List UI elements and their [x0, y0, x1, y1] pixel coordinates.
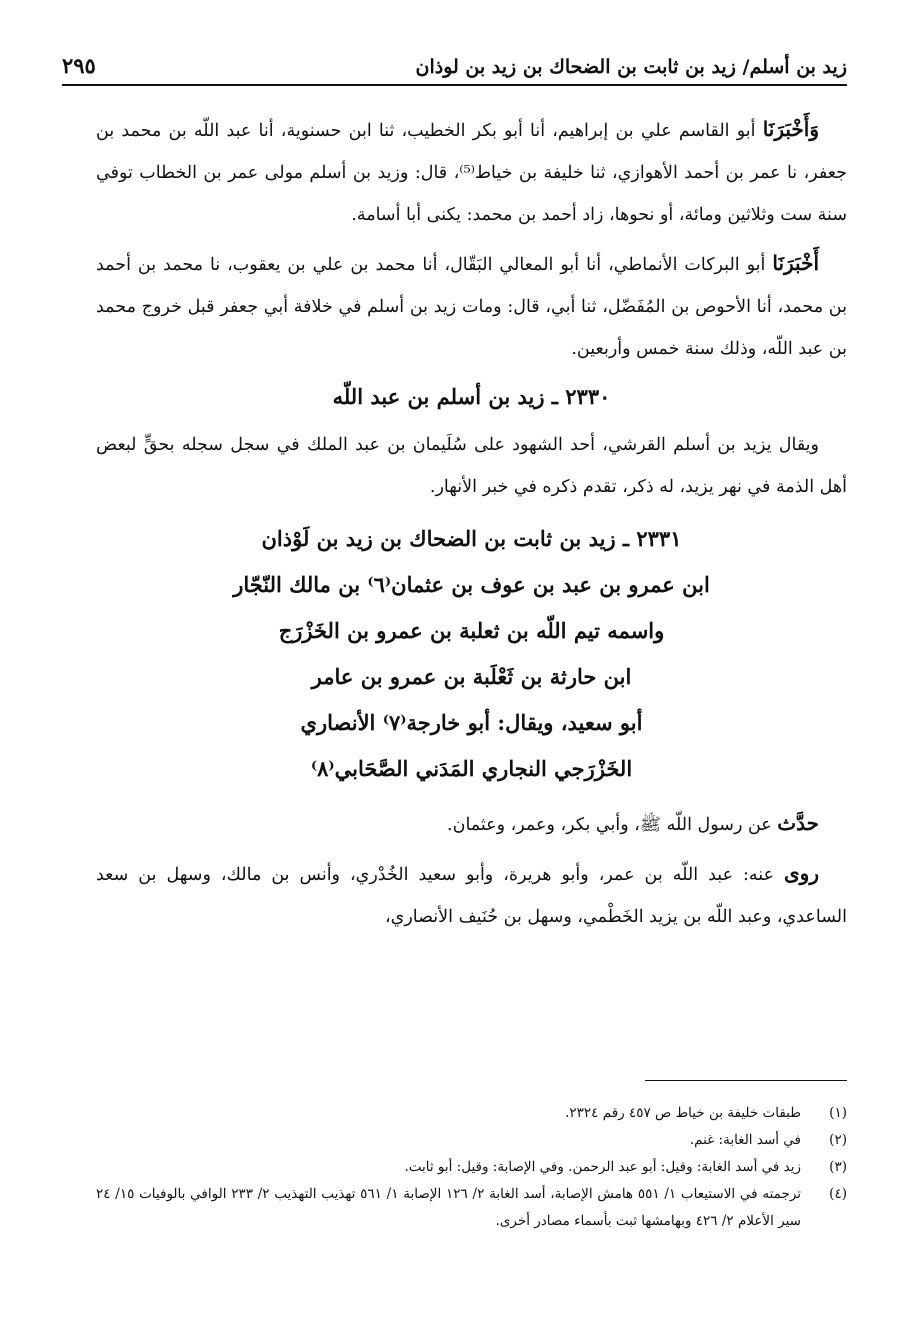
paragraph-2-text: أبو البركات الأنماطي، أنا أبو المعالي البَقّال، أنا محمد بن علي بن يعقوب، نا محمد بن أحمد بن محمد، أنا الأحوص بن المُفَضّل، ثنا أبي، قال: ومات زيد بن أسلم في خلافة أبي جعفر قبل خروج محمد بن عبد اللّه، وذلك سنة خمس وأربعين. — [96, 255, 847, 359]
footnote-3 — [96, 1154, 847, 1181]
entry-2331-heading — [96, 516, 847, 792]
page-number: ٢٩٥ — [62, 53, 96, 78]
footnote-2-text: في أسد الغابة: غنم. — [689, 1132, 801, 1148]
rawa-lead: روى — [784, 861, 819, 885]
haddath-text: عن رسول اللّه ﷺ، وأبي بكر، وعمر، وعثمان. — [447, 815, 778, 835]
running-header — [62, 38, 847, 86]
rawa-paragraph — [96, 852, 847, 938]
footnote-4-text: ترجمته في الاستيعاب ١/ ٥٥١ هامش الإصابة، أسد الغابة ٢/ ١٢٦ الإصابة ١/ ٥٦١ تهذيب التهذيب ٢/ ٢٣٣ الوافي بالوفيات ١٥/ ٢٤ سير الأعلام ٢/ ٤٢٦ وبهامشها ثبت بأسماء مصادر أخرى. — [96, 1186, 802, 1229]
footnote-1-text: طبقات خليفة بن خياط ص ٤٥٧ رقم ٢٣٢٤. — [565, 1105, 801, 1121]
footnote-separator — [645, 1080, 847, 1081]
haddath-lead: حدَّث — [777, 811, 819, 835]
footnote-4 — [96, 1181, 847, 1235]
rawa-text: عنه: عبد اللّه بن عمر، وأبو هريرة، وأبو سعيد الخُدْري، وأنس بن مالك، وسهل بن سعد الساعدي، وعبد اللّه بن يزيد الخَطْمي، وسهل بن حُنَيف الأنصاري، — [96, 865, 847, 927]
entry-2331-heading-line-2: ابن عمرو بن عبد بن عوف بن عثمان⁽٦⁾ بن مالك النّجّار — [233, 572, 710, 597]
footnote-1-number: (١) — [829, 1105, 847, 1121]
entry-2331-heading-line-5: أبو سعيد، ويقال: أبو خارجة⁽٧⁾ الأنصاري — [300, 710, 643, 735]
entry-2331-heading-line-1: ٢٣٣١ ـ زيد بن ثابت بن الضحاك بن زيد بن لَوْذان — [261, 526, 682, 551]
footnotes — [96, 1100, 847, 1235]
footnote-3-number: (٣) — [829, 1159, 847, 1175]
footnote-1 — [96, 1100, 847, 1127]
paragraph-1 — [96, 108, 847, 236]
paragraph-1-lead: وَأَخْبَرَنَا — [762, 117, 819, 141]
paragraph-2-lead: أَخْبَرَنَا — [772, 251, 819, 275]
footnote-3-text: زيد في أسد الغابة: وقيل: أبو عبد الرحمن. وفي الإصابة: وقيل: أبو ثابت. — [404, 1159, 801, 1175]
entry-2331-heading-line-4: ابن حارثة بن ثَعْلَبة بن عمرو بن عامر — [311, 664, 632, 689]
header-title: زيد بن أسلم/ زيد بن ثابت بن الضحاك بن زيد بن لوذان — [415, 56, 847, 78]
entry-2331-heading-line-6: الخَزْرَجي النجاري المَدَني الصَّحَابي⁽٨⁾ — [310, 756, 633, 781]
entry-2330-heading: ٢٣٣٠ ـ زيد بن أسلم بن عبد اللّه — [332, 384, 611, 409]
entry-2330-text: ويقال يزيد بن أسلم القرشي، أحد الشهود على سُلَيمان بن عبد الملك في سجل سجله بحقٍّ لبعض أهل الذمة في نهر يزيد، له ذكر، تقدم ذكره في خبر الأنهار. — [96, 435, 847, 497]
paragraph-2 — [96, 242, 847, 370]
main-text — [96, 108, 847, 944]
footnote-2 — [96, 1127, 847, 1154]
paragraph-1-text: أبو القاسم علي بن إبراهيم، أنا أبو بكر الخطيب، ثنا ابن حسنوية، أنا عبد اللّه بن محمد بن جعفر، نا عمر بن أحمد الأهوازي، ثنا خليفة بن خياط⁽⁵⁾، قال: وزيد بن أسلم مولى عمر بن الخطاب توفي سنة ست وثلاثين ومائة، أو نحوها، زاد أحمد بن محمد: يكنى أبا أسامة. — [96, 121, 847, 225]
footnote-2-number: (٢) — [829, 1132, 847, 1148]
entry-2331-heading-line-3: واسمه تيم اللّه بن ثعلبة بن عمرو بن الخَزْرَج — [278, 618, 665, 643]
haddath-paragraph — [96, 802, 847, 846]
footnote-4-number: (٤) — [829, 1186, 847, 1202]
